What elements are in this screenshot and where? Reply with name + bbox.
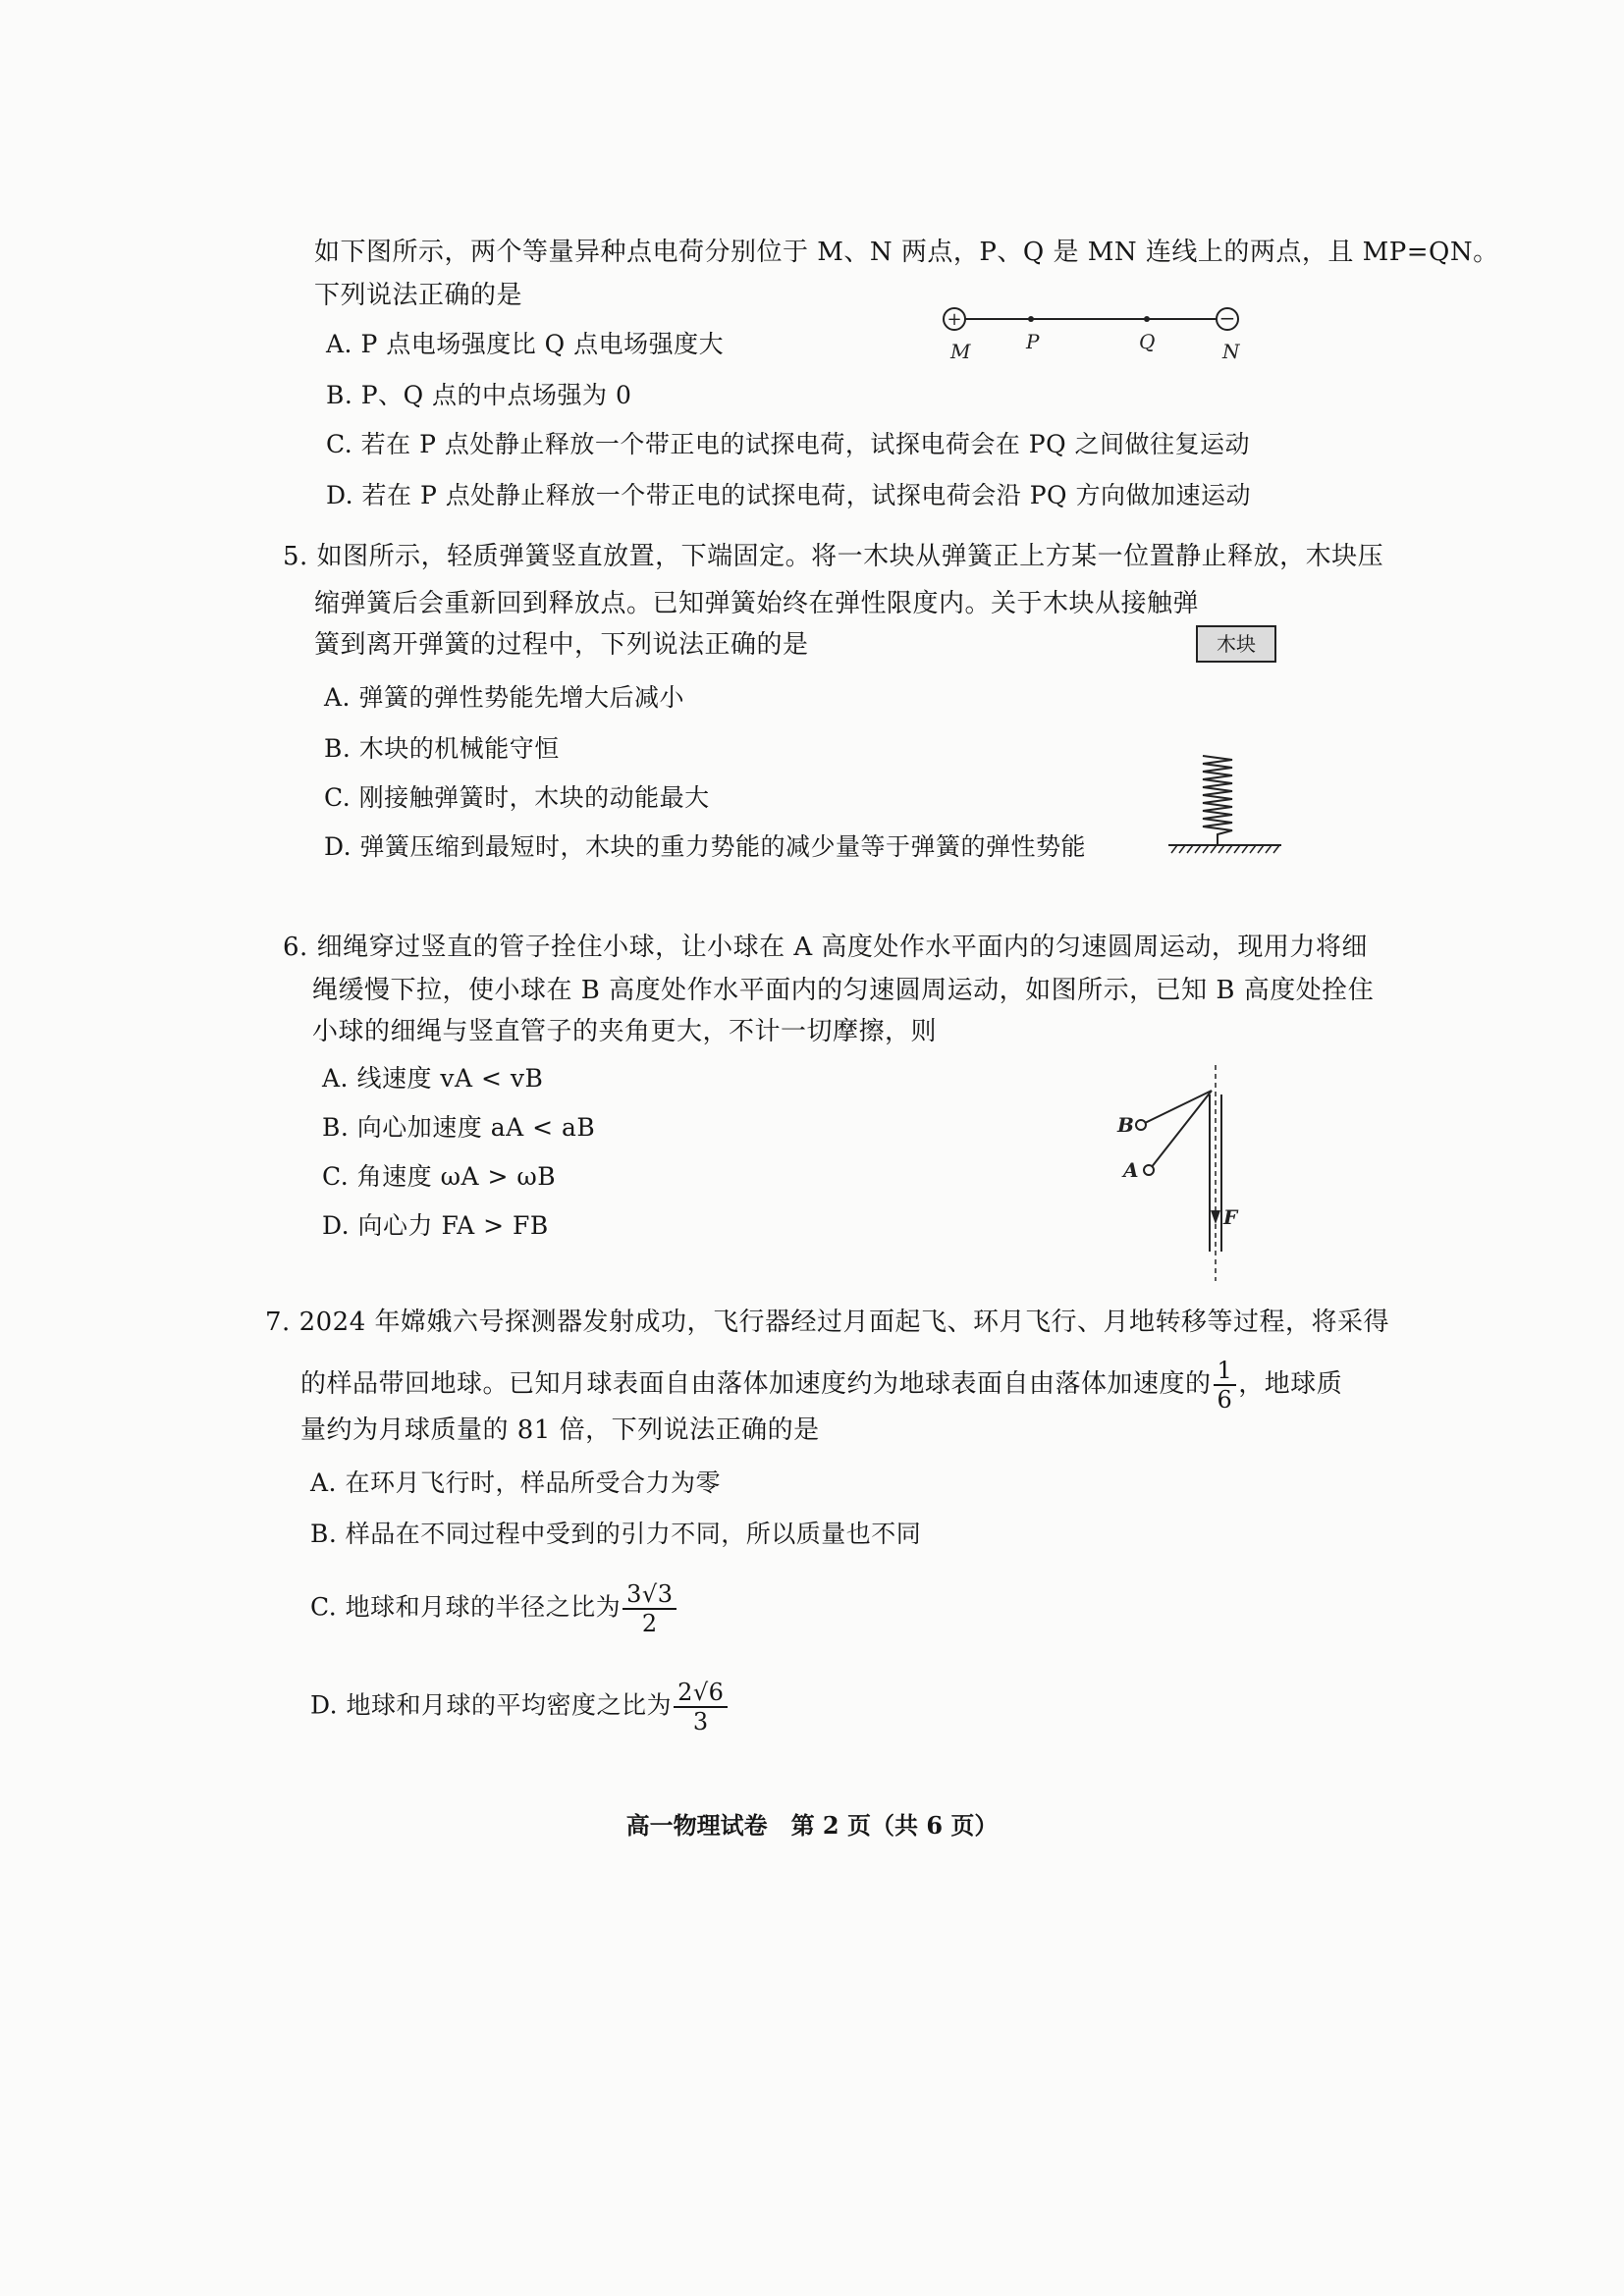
fraction-radius-ratio: $\frac{3√3}{2}$ [623,1580,677,1637]
q5-option-a: A. 弹簧的弹性势能先增大后减小 [324,683,684,712]
q5-option-c: C. 刚接触弹簧时，木块的动能最大 [324,783,710,812]
q6-stem-line3: 小球的细绳与竖直管子的夹角更大，不计一切摩擦，则 [312,1017,938,1046]
q5-stem-line1: 5. 如图所示，轻质弹簧竖直放置，下端固定。将一木块从弹簧正上方某一位置静止释放，木块压 [283,542,1384,571]
q4-option-a: A. P 点电场强度比 Q 点电场强度大 [326,330,725,358]
page-footer: 高一物理试卷 第 2 页（共 6 页） [625,1811,999,1840]
svg-text:+: + [947,309,962,330]
q6-option-b: B. 向心加速度 aA < aB [322,1113,596,1142]
q6-option-c: C. 角速度 ωA > ωB [322,1162,557,1191]
q4-option-c: C. 若在 P 点处静止释放一个带正电的试探电荷，试探电荷会在 PQ 之间做往复运动 [326,430,1251,458]
q7-option-c: C. 地球和月球的半径之比为 $\frac{3√3}{2}$ [310,1580,678,1637]
q6-option-a: A. 线速度 vA < vB [322,1064,544,1093]
fraction-density-ratio: $\frac{2√6}{3}$ [674,1679,728,1735]
label-b: B [1117,1113,1134,1137]
q7-option-a: A. 在环月飞行时，样品所受合力为零 [310,1468,721,1497]
q7-stem-line2-text: 的样品带回地球。已知月球表面自由落体加速度约为地球表面自由落体加速度的 [300,1369,1212,1399]
ball-b-icon [1136,1120,1146,1130]
q6-stem-line2: 绳缓慢下拉，使小球在 B 高度处作水平面内的匀速圆周运动，如图所示，已知 B 高度处拴住 [312,976,1375,1005]
wood-block: 木块 [1196,625,1276,663]
label-f: F [1223,1205,1238,1229]
q5-stem-line3: 簧到离开弹簧的过程中，下列说法正确的是 [314,630,809,660]
label-n: N [1222,340,1240,363]
q4-option-d: D. 若在 P 点处静止释放一个带正电的试探电荷，试探电荷会沿 PQ 方向做加速运动 [326,481,1251,509]
q4-stem-line1: 如下图所示，两个等量异种点电荷分别位于 M、N 两点，P、Q 是 MN 连线上的两点，且 MP=QN。 [314,238,1499,267]
q6-stem-line1: 6. 细绳穿过竖直的管子拴住小球，让小球在 A 高度处作水平面内的匀速圆周运动，现用力将细 [283,933,1368,962]
q4-stem-line2: 下列说法正确的是 [314,281,523,310]
ball-a-icon [1144,1165,1154,1175]
q7-stem-line1: 7. 2024 年嫦娥六号探测器发射成功，飞行器经过月面起飞、环月飞行、月地转移等过程，将采得 [265,1308,1390,1337]
q4-option-b: B. P、Q 点的中点场强为 0 [326,381,632,409]
label-m: M [950,340,971,363]
q6-option-d: D. 向心力 FA > FB [322,1211,549,1240]
fraction-one-sixth: $\frac{1}{6}$ [1214,1357,1237,1414]
charges-figure [933,299,1257,368]
q5-option-b: B. 木块的机械能守恒 [324,734,560,763]
q7-stem-line2-tail: ，地球质 [1238,1369,1343,1399]
q7-option-b: B. 样品在不同过程中受到的引力不同，所以质量也不同 [310,1520,922,1548]
label-q: Q [1139,330,1156,353]
q7-stem-line2 [300,1357,1342,1414]
arrow-down-icon [1211,1210,1220,1224]
q5-stem-line2: 缩弹簧后会重新回到释放点。已知弹簧始终在弹性限度内。关于木块从接触弹 [314,589,1200,618]
label-p: P [1026,330,1040,353]
svg-text:−: − [1218,306,1236,330]
spring-figure [1164,751,1291,859]
q7-option-d: D. 地球和月球的平均密度之比为 $\frac{2√6}{3}$ [310,1679,730,1735]
label-a: A [1123,1158,1139,1182]
q5-option-d: D. 弹簧压缩到最短时，木块的重力势能的减少量等于弹簧的弹性势能 [324,832,1087,861]
q7-stem-line3: 量约为月球质量的 81 倍，下列说法正确的是 [300,1415,820,1445]
tube-figure [1110,1065,1257,1281]
